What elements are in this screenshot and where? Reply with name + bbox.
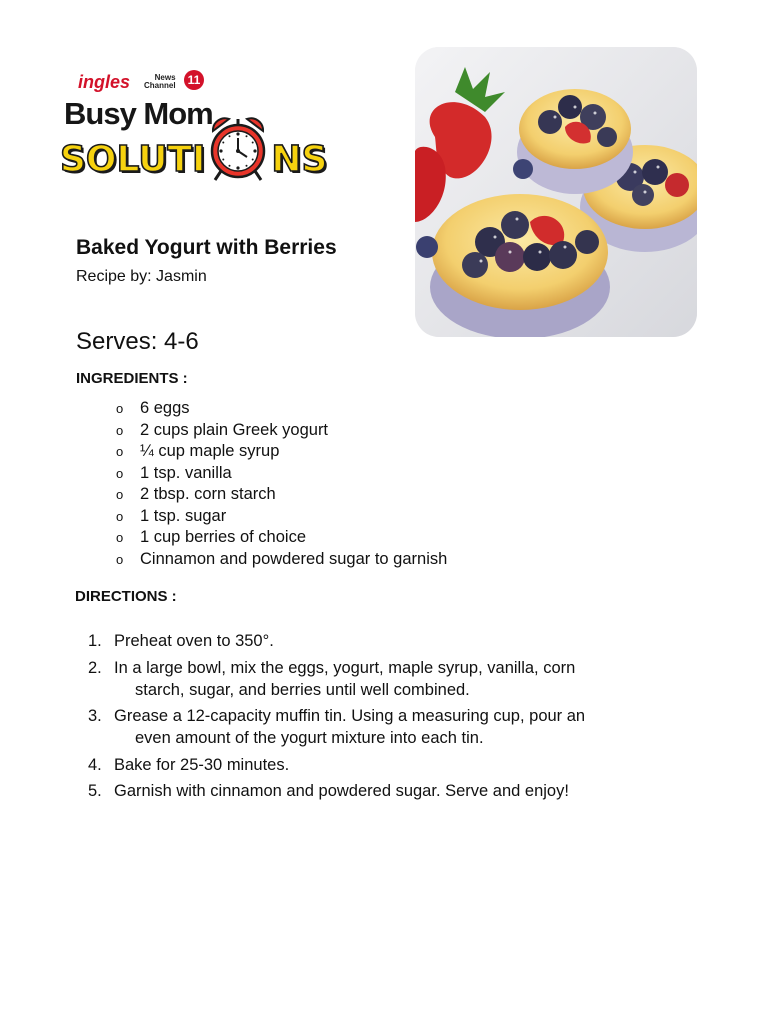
step-number: 3.	[88, 707, 102, 725]
channel-11-badge: 11	[184, 70, 204, 90]
ingles-brand: ingles	[78, 72, 131, 92]
bullet-icon: o	[116, 487, 124, 502]
logo-title-busy-mom: Busy Mom	[64, 96, 213, 131]
list-item: o 1 cup berries of choice	[116, 527, 447, 549]
list-item: o 1 tsp. sugar	[116, 506, 447, 528]
direction-step: 2. In a large bowl, mix the eggs, yogurt, maple syrup, vanilla, corn starch, sugar, and berries until well combined.	[88, 658, 576, 699]
list-item: o Cinnamon and powdered sugar to garnish	[116, 549, 447, 571]
serves-label: Serves: 4-6	[76, 328, 199, 355]
recipe-byline: Recipe by: Jasmin	[76, 268, 207, 285]
bullet-icon: o	[116, 551, 124, 567]
news-channel-label: News Channel	[144, 73, 176, 90]
step-number: 4.	[88, 755, 102, 774]
step-number: 5.	[88, 782, 102, 800]
direction-step: 5. Garnish with cinnamon and powdered sugar. Serve and enjoy!	[88, 782, 569, 800]
ingredients-list	[116, 398, 447, 570]
baked-yogurt-berries-photo	[415, 47, 697, 337]
direction-step: 4. Bake for 25-30 minutes.	[88, 755, 290, 774]
recipe-title: Baked Yogurt with Berries	[76, 236, 337, 259]
direction-step: 3. Grease a 12-capacity muffin tin. Using a measuring cup, pour an even amount of the yogurt mixture into each tin.	[88, 707, 586, 747]
bullet-icon: o	[116, 465, 124, 481]
list-item: o ¼ cup maple syrup	[116, 441, 447, 463]
alarm-clock-icon	[203, 113, 273, 183]
bullet-icon: o	[116, 422, 124, 438]
bullet-icon: o	[116, 530, 124, 545]
bullet-icon: o	[116, 508, 124, 524]
directions-list	[88, 630, 708, 807]
step-number: 1.	[88, 632, 102, 650]
list-item: o 6 eggs	[116, 398, 447, 420]
list-item: o 1 tsp. vanilla	[116, 463, 447, 485]
directions-heading: DIRECTIONS :	[75, 588, 177, 605]
bullet-icon: o	[116, 401, 124, 416]
ingredients-heading: INGREDIENTS :	[76, 370, 188, 387]
list-item: o 2 tbsp. corn starch	[116, 484, 447, 506]
direction-step: 1. Preheat oven to 350°.	[88, 632, 274, 650]
step-number: 2.	[88, 658, 102, 677]
list-item: o 2 cups plain Greek yogurt	[116, 420, 447, 442]
bullet-icon: o	[116, 444, 124, 459]
logo-title-solutions: SOLUTI NS	[60, 134, 327, 184]
busy-mom-solutions-logo	[60, 70, 360, 190]
